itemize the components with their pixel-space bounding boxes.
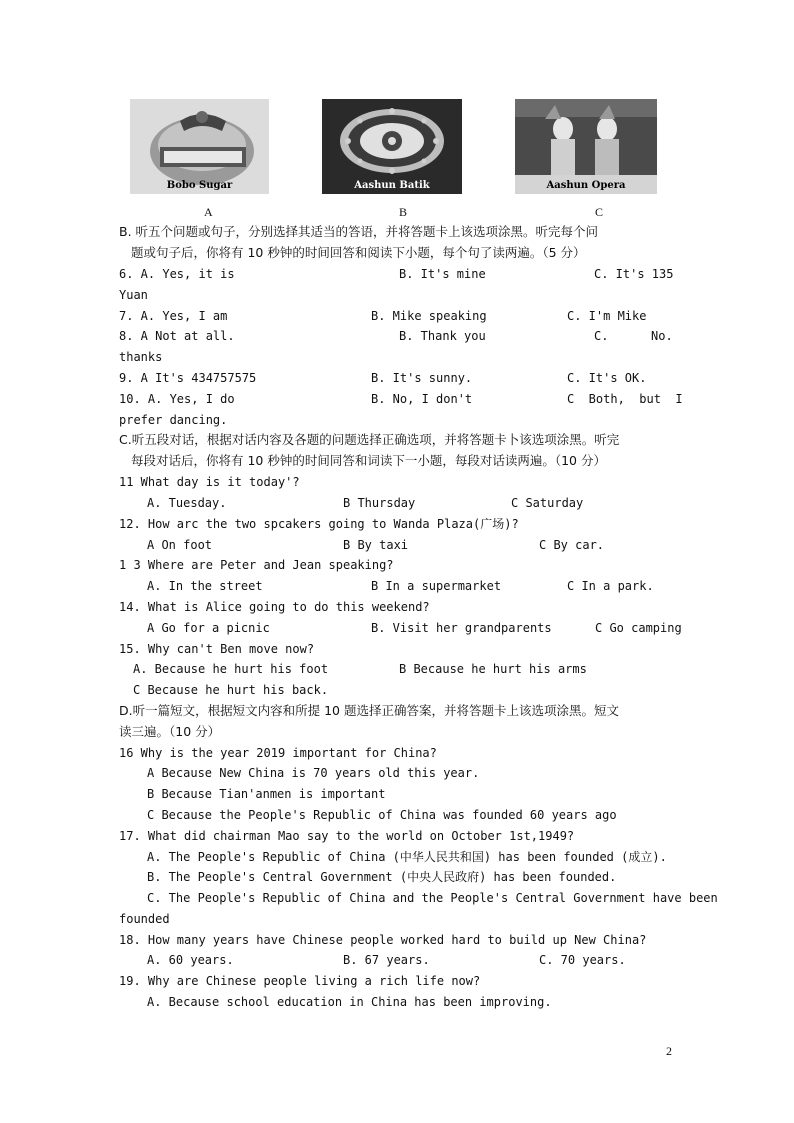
q14-question: 14. What is Alice going to do this weekend? (119, 600, 430, 614)
q16-option-a: A Because New China is 70 years old this year. (147, 766, 480, 780)
q12-option-c: C By car. (539, 538, 605, 552)
q13-option-c: C In a park. (567, 579, 654, 593)
image-aashun-opera (515, 99, 657, 194)
q12-option-a: A On foot (147, 538, 213, 552)
section-c-instruction-line2: 每段对话后，你将有 10 秒钟的时间同答和词读下一小题，每段对话读两遍。（10 分） (131, 453, 606, 468)
q6-option-b: B. It's mine (399, 267, 486, 281)
q9-option-b: B. It's sunny. (371, 371, 473, 385)
q19-question: 19. Why are Chinese people living a rich life now? (119, 974, 481, 988)
q11-option-a: A. Tuesday. (147, 496, 227, 510)
image-aashun-batik (322, 99, 462, 194)
image-caption: Aashun Batik (354, 180, 430, 191)
q18-option-a: A. 60 years. (147, 953, 234, 967)
q11-option-c: C Saturday (511, 496, 584, 510)
q18-option-c: C. 70 years. (539, 953, 626, 967)
q7-option-a: 7. A. Yes, I am (119, 309, 228, 323)
q13-question: 1 3 Where are Peter and Jean speaking? (119, 558, 394, 572)
q10-wrap: prefer dancing. (119, 413, 228, 427)
q17-option-c: C. The People's Republic of China and the People's Central Government have been (147, 891, 718, 905)
section-c-instruction-line1: C.听五段对话，根据对话内容及各题的问题选择正确选项，并将答题卡卜该选项涂黑。听完 (119, 432, 620, 447)
image-caption: Aashun Opera (546, 180, 626, 191)
q13-option-b: B In a supermarket (371, 579, 502, 593)
q10-option-a: 10. A. Yes, I do (119, 392, 235, 406)
q13-option-a: A. In the street (147, 579, 263, 593)
q16-question: 16 Why is the year 2019 important for China? (119, 746, 437, 760)
q17-question: 17. What did chairman Mao say to the world on October 1st,1949? (119, 829, 575, 843)
q9-option-a: 9. A It's 434757575 (119, 371, 257, 385)
section-b-instruction-line2: 题或句子后，你将有 10 秒钟的时间回答和阅读下小题，每个句了读两遍。（5 分） (131, 245, 586, 260)
q9-option-c: C. It's OK. (567, 371, 647, 385)
q11-question: 11 What day is it today'? (119, 475, 300, 489)
section-d-instruction-line2: 读三遍。（10 分） (119, 724, 221, 739)
q7-option-b: B. Mike speaking (371, 309, 487, 323)
choice-letter-c: C (595, 205, 604, 219)
section-d-instruction-line1: D.听一篇短文，根据短文内容和所提 10 题选择正确答案，并将答题卡上该选项涂黑。短文 (119, 703, 619, 718)
q17-option-a: A. The People's Republic of China (中华人民共和国) has been founded (成立). (147, 850, 667, 864)
q19-option-a: A. Because school education in China has been improving. (147, 995, 552, 1009)
q12-option-b: B By taxi (343, 538, 409, 552)
q6-wrap: Yuan (119, 288, 148, 302)
q11-option-b: B Thursday (343, 496, 416, 510)
q8-option-a: 8. A Not at all. (119, 329, 235, 343)
section-b-instruction-line1: B. 听五个问题或句子，分别选择其适当的答语，并将答题卡上该选项涂黑。听完每个问 (119, 224, 599, 239)
q6-option-c: C. It's 135 (594, 267, 674, 281)
q16-option-c: C Because the People's Republic of China was founded 60 years ago (147, 808, 617, 822)
q15-question: 15. Why can't Ben move now? (119, 642, 315, 656)
q15-option-c: C Because he hurt his back. (133, 683, 329, 697)
q15-option-b: B Because he hurt his arms (399, 662, 587, 676)
q16-option-b: B Because Tian'anmen is important (147, 787, 386, 801)
q8-wrap: thanks (119, 350, 163, 364)
q12-question: 12. How arc the two spcakers going to Wanda Plaza(广场)? (119, 517, 519, 531)
choice-letter-b: B (399, 205, 408, 219)
q18-question: 18. How many years have Chinese people worked hard to build up New China? (119, 933, 647, 947)
page-number: 2 (666, 1044, 672, 1058)
q8-option-c-text: No. (651, 329, 673, 343)
q7-option-c: C. I'm Mike (567, 309, 647, 323)
q14-option-a: A Go for a picnic (147, 621, 270, 635)
q8-option-c: C. (594, 329, 609, 343)
q17-option-b: B. The People's Central Government (中央人民政府) has been founded. (147, 870, 617, 884)
q14-option-c: C Go camping (595, 621, 682, 635)
q8-option-b: B. Thank you (399, 329, 486, 343)
q17-wrap: founded (119, 912, 170, 926)
image-bobo-sugar (130, 99, 269, 194)
q10-option-b: B. No, I don't (371, 392, 473, 406)
q14-option-b: B. Visit her grandparents (371, 621, 552, 635)
q18-option-b: B. 67 years. (343, 953, 430, 967)
choice-letter-a: A (204, 205, 213, 219)
image-caption: Bobo Sugar (166, 180, 233, 191)
q10-option-c: C Both, but I (567, 392, 683, 406)
q6-option-a: 6. A. Yes, it is (119, 267, 235, 281)
q15-option-a: A. Because he hurt his foot (133, 662, 329, 676)
